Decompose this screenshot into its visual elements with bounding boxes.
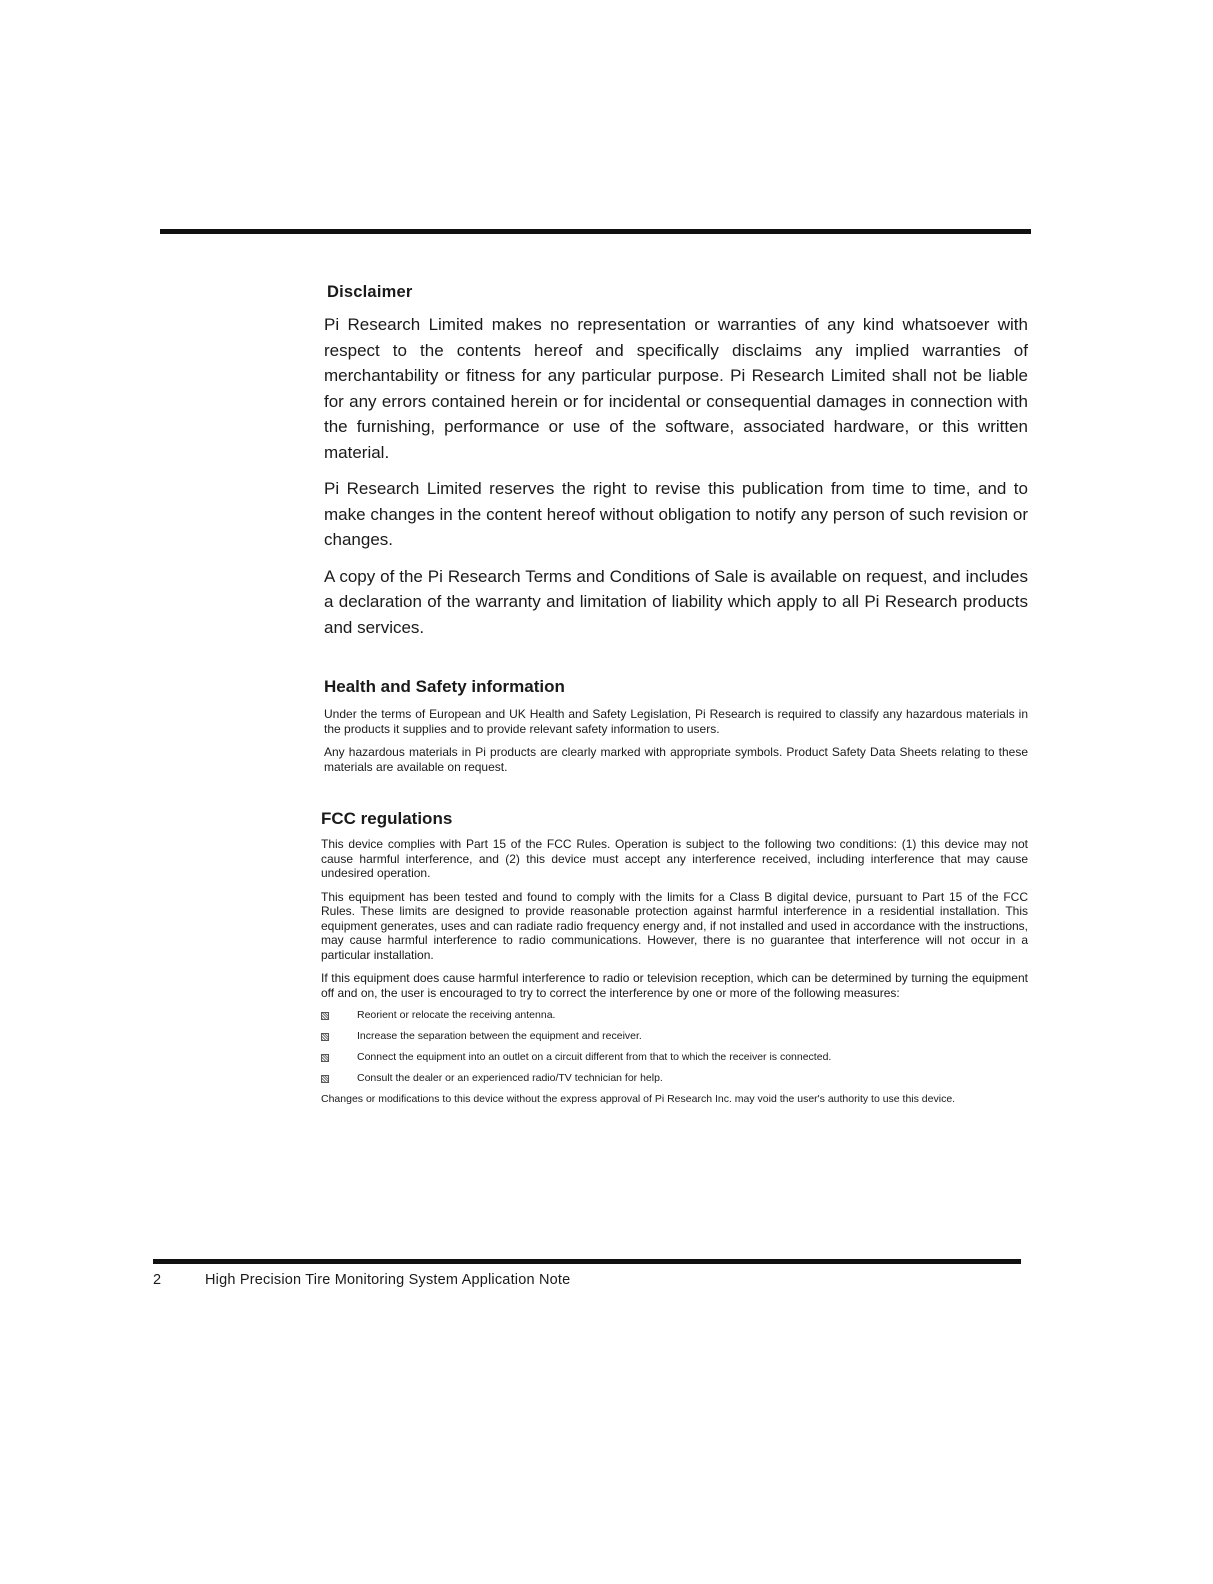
list-item: [321, 1051, 1028, 1064]
page-number: 2: [153, 1272, 162, 1288]
bullet-icon: [321, 1012, 329, 1020]
fcc-paragraph-2: This equipment has been tested and found to comply with the limits for a Class B digital device, pursuant to Part 15 of the FCC Rules. These limits are designed to provide reasonable protection against harmful interference in a residential installation. This equipment generates, uses and can radiate radio frequency energy and, if not installed and used in accordance with the instructions, may cause harmful interference to radio communications. However, there is no guarantee that interference will not occur in a particular installation.: [321, 889, 1028, 962]
health-safety-title: Health and Safety information: [324, 677, 565, 696]
fcc-title: FCC regulations: [321, 809, 453, 828]
bullet-icon: [321, 1054, 329, 1062]
header-rule: [160, 229, 1031, 234]
measure-text: Connect the equipment into an outlet on a circuit different from that to which the receiver is connected.: [357, 1051, 832, 1063]
disclaimer-paragraph-1: Pi Research Limited makes no representation or warranties of any kind whatsoever with respect to the contents hereof and specifically disclaims any implied warranties of merchantability or fitness for any particular purpose. Pi Research Limited shall not be liable for any errors contained herein or for incidental or consequential damages in connection with the furnishing, performance or use of the software, associated hardware, or this written material.: [324, 315, 1028, 462]
footer-rule: [153, 1259, 1021, 1264]
disclaimer-paragraph-2: Pi Research Limited reserves the right to revise this publication from time to time, and to make changes in the content hereof without obligation to notify any person of such revision or changes.: [324, 479, 1028, 549]
disclaimer-title: Disclaimer: [327, 283, 413, 301]
page-content: [321, 283, 1028, 1115]
fcc-closing: Changes or modifications to this device without the express approval of Pi Research Inc. may void the user's authority to use this device.: [321, 1093, 956, 1105]
disclaimer-section: [324, 283, 1028, 640]
bullet-icon: [321, 1075, 329, 1083]
health-safety-section: [324, 677, 1028, 774]
measure-text: Reorient or relocate the receiving antenna.: [357, 1009, 556, 1021]
bullet-icon: [321, 1033, 329, 1041]
fcc-paragraph-1: This device complies with Part 15 of the FCC Rules. Operation is subject to the following two conditions: (1) this device may not cause harmful interference, and (2) this device must accept any interference received, including interference that may cause undesired operation.: [321, 837, 1028, 880]
fcc-measures-list: [321, 1009, 1028, 1085]
disclaimer-paragraph-3: A copy of the Pi Research Terms and Conditions of Sale is available on request, and includes a declaration of the warranty and limitation of liability which apply to all Pi Research products and services.: [324, 566, 1028, 637]
health-safety-paragraph-1: Under the terms of European and UK Health and Safety Legislation, Pi Research is required to classify any hazardous materials in the products it supplies and to provide relevant safety information to users.: [324, 707, 1028, 736]
health-safety-paragraph-2: Any hazardous materials in Pi products are clearly marked with appropriate symbols. Product Safety Data Sheets relating to these materials are available on request.: [324, 745, 1028, 774]
list-item: [321, 1072, 1028, 1085]
fcc-section: [321, 809, 1028, 1106]
page-footer: [153, 1272, 570, 1288]
list-item: [321, 1009, 1028, 1022]
measure-text: Increase the separation between the equipment and receiver.: [357, 1030, 642, 1042]
measure-text: Consult the dealer or an experienced radio/TV technician for help.: [357, 1072, 663, 1084]
fcc-paragraph-3: If this equipment does cause harmful interference to radio or television reception, which can be determined by turning the equipment off and on, the user is encouraged to try to correct the interference by one or more of the following measures:: [321, 971, 1028, 1000]
list-item: [321, 1030, 1028, 1043]
document-title: High Precision Tire Monitoring System Application Note: [205, 1272, 571, 1288]
